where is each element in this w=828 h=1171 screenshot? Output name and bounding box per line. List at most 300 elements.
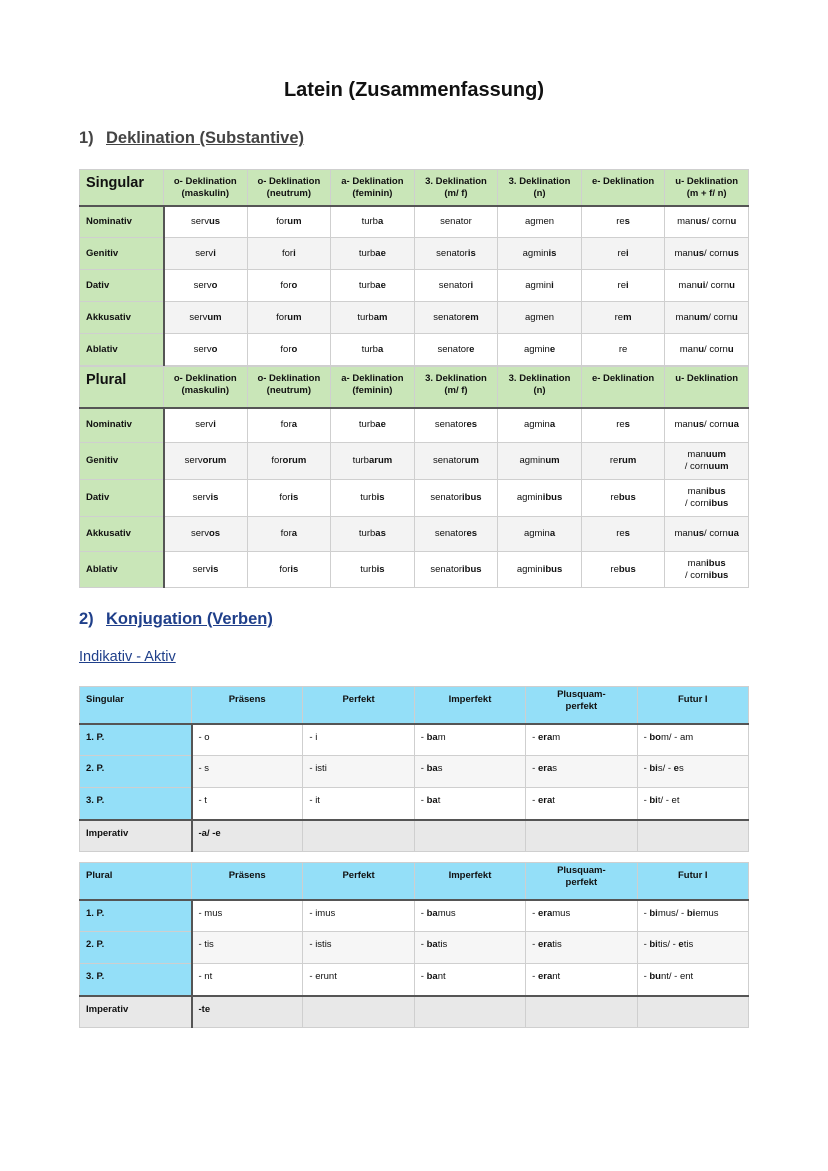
ending: ua [727, 419, 739, 431]
case-label: Dativ [80, 480, 164, 517]
ending: bi [649, 939, 658, 950]
table-row [80, 552, 749, 588]
table-cell [414, 302, 498, 334]
ending: u [730, 215, 737, 227]
column-header-line: 3. Deklination [425, 373, 487, 384]
table-cell [637, 788, 748, 820]
case-label: Ablativ [80, 552, 164, 588]
ending: is [548, 247, 557, 259]
stem: mus [552, 907, 571, 919]
table-cell [498, 206, 582, 238]
ending: um [694, 311, 709, 323]
stem: - [420, 763, 427, 774]
table-cell [581, 238, 665, 270]
table-cell [164, 480, 248, 517]
stem: re [617, 247, 626, 259]
ending: us [727, 247, 739, 259]
column-header [414, 170, 498, 206]
stem: for [271, 455, 283, 466]
ending: um [287, 311, 302, 323]
column-header-line: a- Deklination [341, 373, 404, 384]
stem: man [674, 247, 693, 259]
table-cell [247, 238, 331, 270]
person-label: 1. P. [80, 724, 192, 756]
column-header [581, 367, 665, 408]
ending: era [537, 795, 553, 806]
stem: man [687, 486, 707, 497]
stem: for [280, 528, 292, 539]
ending: am [373, 311, 388, 323]
ending: is [210, 563, 219, 575]
ending: ibus [708, 498, 729, 509]
column-header-label: Präsens [228, 870, 266, 881]
stem: - [532, 731, 538, 743]
stem: tis [437, 939, 448, 950]
stem: serv [189, 311, 208, 323]
table-cell [414, 443, 498, 480]
column-header [665, 170, 749, 206]
table-cell [247, 517, 331, 552]
stem: for [279, 492, 291, 503]
ending: arum [368, 455, 393, 466]
stem: / corn [704, 343, 728, 355]
column-header-line: 3. Deklination [508, 176, 571, 187]
section-title: Deklination (Substantive) [106, 129, 305, 147]
stem: for [281, 247, 294, 259]
ending: a [377, 343, 384, 355]
stem: re [616, 215, 625, 227]
column-header [247, 170, 331, 206]
table-cell [665, 270, 749, 302]
stem: / corn [685, 569, 709, 581]
table-cell [303, 964, 414, 996]
table-cell [414, 408, 498, 443]
ending: i [551, 279, 554, 291]
stem: m [437, 731, 446, 743]
column-header-line: o- Deklination [173, 373, 237, 384]
stem: m/ - am [660, 731, 694, 743]
table-cell [164, 302, 248, 334]
table-cell [498, 270, 582, 302]
table-cell [247, 334, 331, 366]
column-header-line: 3. Deklination [508, 373, 571, 384]
table-cell [192, 788, 303, 820]
ending: e [678, 939, 684, 950]
table-cell [581, 480, 665, 517]
column-header-label: Perfekt [342, 694, 375, 705]
case-label: Genitiv [80, 443, 164, 480]
column-header-line: (n) [533, 188, 546, 199]
table-row [80, 302, 749, 334]
stem: serv [191, 528, 209, 539]
imperativ-row [80, 996, 749, 1028]
stem: nt/ - ent [660, 971, 694, 982]
section-heading-conjugation [79, 610, 273, 629]
column-header-label: Futur I [678, 694, 708, 705]
stem: - i [309, 731, 318, 743]
table-cell [164, 517, 248, 552]
empty-cell [414, 996, 525, 1028]
section-title: Konjugation (Verben) [106, 610, 273, 628]
ending: um [464, 455, 479, 466]
table-cell [581, 334, 665, 366]
table-cell [498, 302, 582, 334]
table-cell [665, 517, 749, 552]
stem: turb [357, 311, 374, 323]
table-row [80, 270, 749, 302]
table-cell [164, 443, 248, 480]
stem: turb [358, 279, 376, 291]
table-cell [414, 334, 498, 366]
table-cell [164, 334, 248, 366]
table-cell [331, 206, 415, 238]
ending: ba [426, 731, 438, 743]
stem: emus [695, 907, 719, 919]
table-cell [414, 206, 498, 238]
ending: is [376, 492, 385, 503]
stem: re [616, 419, 625, 431]
column-header-label: Plusquam- perfekt [557, 689, 606, 712]
table-cell [526, 900, 637, 932]
stem: - [643, 795, 650, 806]
stem: for [276, 215, 288, 227]
stem: agmen [525, 311, 555, 323]
table-row [80, 408, 749, 443]
table-cell [414, 724, 525, 756]
table-cell [414, 517, 498, 552]
table-header-row [80, 863, 749, 900]
empty-cell [526, 996, 637, 1028]
stem: - [420, 939, 427, 950]
stem: for [280, 343, 292, 355]
ending: e [673, 763, 679, 774]
stem: re [617, 279, 626, 291]
stem: turb [358, 247, 376, 259]
stem: - erunt [309, 971, 337, 982]
column-header-label: Plusquam- perfekt [557, 865, 606, 888]
stem: - [643, 763, 650, 774]
table-cell [192, 932, 303, 964]
table-cell [331, 517, 415, 552]
column-header [414, 367, 498, 408]
ending: ba [426, 971, 438, 982]
stem: - t [198, 795, 207, 806]
ending: o [291, 343, 298, 355]
stem: for [279, 563, 291, 575]
table-cell [637, 964, 748, 996]
stem: turb [352, 455, 369, 466]
table-cell [414, 900, 525, 932]
imperativ-value: -a/ -e [192, 820, 303, 852]
stem: s [437, 763, 443, 774]
stem: senator [430, 563, 463, 575]
stem: serv [195, 247, 214, 259]
ending: era [537, 939, 553, 950]
column-header [303, 687, 414, 724]
ending: bi [649, 795, 658, 806]
table-cell [331, 302, 415, 334]
ending: ae [375, 419, 386, 431]
case-label: Akkusativ [80, 302, 164, 334]
ending: a [291, 419, 298, 431]
stem: for [276, 311, 288, 323]
section-number: 2) [79, 610, 94, 628]
person-label: 3. P. [80, 788, 192, 820]
table-row [80, 724, 749, 756]
stem: for [280, 419, 292, 431]
table-cell [665, 443, 749, 480]
stem: serv [192, 492, 211, 503]
stem: mus/ - [657, 907, 687, 919]
ending: u [729, 279, 735, 291]
ending: era [537, 907, 553, 919]
table-cell [581, 443, 665, 480]
stem: senator [434, 419, 467, 431]
column-header-label: Imperfekt [448, 870, 492, 881]
stem: - [532, 763, 538, 774]
table-corner-label: Singular [80, 687, 192, 724]
ending: as [375, 528, 386, 539]
stem: - [420, 795, 427, 806]
stem: - it [309, 795, 320, 806]
column-header [665, 367, 749, 408]
stem: - o [198, 731, 210, 743]
stem: - [643, 939, 650, 950]
stem: senator [430, 492, 463, 503]
table-cell [192, 900, 303, 932]
table-cell [498, 517, 582, 552]
ending: ae [375, 279, 386, 291]
table-cell [581, 552, 665, 588]
table-row [80, 932, 749, 964]
table-cell [331, 552, 415, 588]
stem: - [532, 907, 538, 919]
stem: - mus [198, 907, 223, 919]
table-cell [665, 408, 749, 443]
table-header-row [80, 170, 749, 206]
table-cell [331, 443, 415, 480]
table-cell [581, 408, 665, 443]
stem: - istis [309, 939, 332, 950]
ending: is [376, 563, 385, 575]
ending: bo [649, 731, 661, 743]
table-cell [247, 443, 331, 480]
table-cell [637, 724, 748, 756]
stem: turb [358, 419, 376, 431]
stem: re [610, 563, 619, 575]
ending: bu [649, 971, 661, 982]
ending: ibus [708, 569, 729, 581]
column-header-line: (feminin) [352, 385, 393, 396]
stem: s [552, 763, 557, 774]
ending: u [727, 343, 734, 355]
empty-cell [637, 820, 748, 852]
table-cell [164, 270, 248, 302]
table-cell [498, 443, 582, 480]
empty-cell [637, 996, 748, 1028]
ending: ibus [542, 492, 563, 503]
ending: bi [686, 907, 696, 919]
ending: ui [696, 279, 706, 291]
ending: bus [618, 563, 636, 575]
column-header-line: (neutrum) [266, 188, 311, 199]
ending: a [549, 528, 556, 539]
stem: man [674, 419, 693, 431]
column-header [331, 367, 415, 408]
stem: agmen [525, 215, 555, 227]
empty-cell [303, 820, 414, 852]
table-cell [331, 480, 415, 517]
table-cell [331, 238, 415, 270]
column-header [581, 170, 665, 206]
stem: nt [552, 971, 561, 982]
column-header [247, 367, 331, 408]
stem: - [420, 731, 427, 743]
ending: is [290, 492, 299, 503]
stem: m [552, 731, 561, 743]
stem: re [609, 455, 619, 466]
ending: u [732, 311, 738, 323]
ending: i [213, 247, 216, 259]
table-cell [665, 238, 749, 270]
table-cell [247, 408, 331, 443]
ending: era [537, 971, 553, 982]
stem: - [643, 907, 650, 919]
ending: o [211, 343, 218, 355]
ending: ibus [462, 492, 482, 503]
stem: man [687, 557, 707, 569]
stem: man [687, 449, 706, 460]
stem: serv [195, 419, 214, 431]
ending: uum [705, 449, 726, 460]
stem: man [679, 343, 699, 355]
column-header-line: a- Deklination [341, 176, 404, 187]
table-header-row [80, 687, 749, 724]
stem: man [674, 528, 693, 539]
table-cell [665, 480, 749, 517]
stem: turb [360, 563, 377, 575]
empty-cell [414, 820, 525, 852]
imperativ-label: Imperativ [80, 820, 192, 852]
column-header [526, 863, 637, 900]
column-header-line: 3. Deklination [425, 176, 487, 187]
table-cell [247, 552, 331, 588]
table-row [80, 756, 749, 788]
table-cell [247, 302, 331, 334]
table-cell [247, 270, 331, 302]
stem: / corn [708, 311, 733, 323]
stem: mus [437, 907, 456, 919]
column-header [164, 367, 248, 408]
stem: turb [361, 343, 378, 355]
ending: ua [727, 528, 739, 539]
stem: serv [184, 455, 203, 466]
table-cell [498, 408, 582, 443]
conjugation-plural-table [79, 862, 749, 1028]
table-cell [581, 206, 665, 238]
column-header-line: u- Deklination [675, 373, 739, 384]
column-header [192, 863, 303, 900]
stem: s [678, 763, 684, 774]
table-corner-label: Singular [80, 170, 164, 206]
empty-cell [526, 820, 637, 852]
stem: t/ - et [657, 795, 680, 806]
ending: es [466, 419, 478, 431]
column-header [498, 170, 582, 206]
subsection-heading: Indikativ - Aktiv [79, 649, 176, 665]
stem: re [618, 343, 628, 355]
table-row [80, 517, 749, 552]
ending: era [537, 763, 553, 774]
ending: us [692, 247, 705, 259]
table-cell [526, 724, 637, 756]
ending: orum [202, 455, 227, 466]
ending: um [287, 215, 302, 227]
stem: senator [433, 455, 465, 466]
column-header-line: o- Deklination [257, 176, 321, 187]
table-row [80, 900, 749, 932]
case-label: Akkusativ [80, 517, 164, 552]
table-cell [303, 788, 414, 820]
table-cell [581, 270, 665, 302]
column-header-line: (neutrum) [266, 385, 311, 396]
column-header [526, 687, 637, 724]
stem: - nt [198, 971, 213, 982]
ending: is [467, 247, 476, 259]
column-header-line: (m/ f) [444, 385, 468, 396]
case-label: Genitiv [80, 238, 164, 270]
stem: / corn [704, 419, 728, 431]
stem: t [437, 795, 441, 806]
table-cell [414, 238, 498, 270]
table-row [80, 443, 749, 480]
table-cell [637, 932, 748, 964]
ending: em [464, 311, 479, 323]
table-cell [581, 302, 665, 334]
case-label: Ablativ [80, 334, 164, 366]
table-cell [526, 964, 637, 996]
stem: - s [198, 763, 210, 774]
ending: bus [618, 492, 636, 503]
imperativ-value: -te [192, 996, 303, 1028]
ending: ba [426, 763, 438, 774]
section-heading-declension [79, 129, 304, 148]
stem: agmin [523, 419, 550, 431]
stem: re [614, 311, 624, 323]
stem: turb [358, 528, 376, 539]
table-cell [637, 756, 748, 788]
stem: - [532, 971, 538, 982]
case-label: Nominativ [80, 408, 164, 443]
table-cell [164, 408, 248, 443]
ending: o [291, 279, 298, 291]
ending: i [626, 279, 629, 291]
stem: / corn [684, 461, 709, 472]
column-header-line: (feminin) [352, 188, 393, 199]
table-cell [164, 206, 248, 238]
ending: us [208, 215, 221, 227]
stem: man [677, 215, 696, 227]
ending: es [466, 528, 478, 539]
table-cell [303, 900, 414, 932]
ending: i [213, 419, 216, 431]
page-title: Latein (Zusammenfassung) [283, 79, 545, 101]
stem: re [616, 528, 625, 539]
table-cell [414, 480, 498, 517]
table-row [80, 334, 749, 366]
column-header [414, 863, 525, 900]
column-header-label: Präsens [228, 694, 266, 705]
